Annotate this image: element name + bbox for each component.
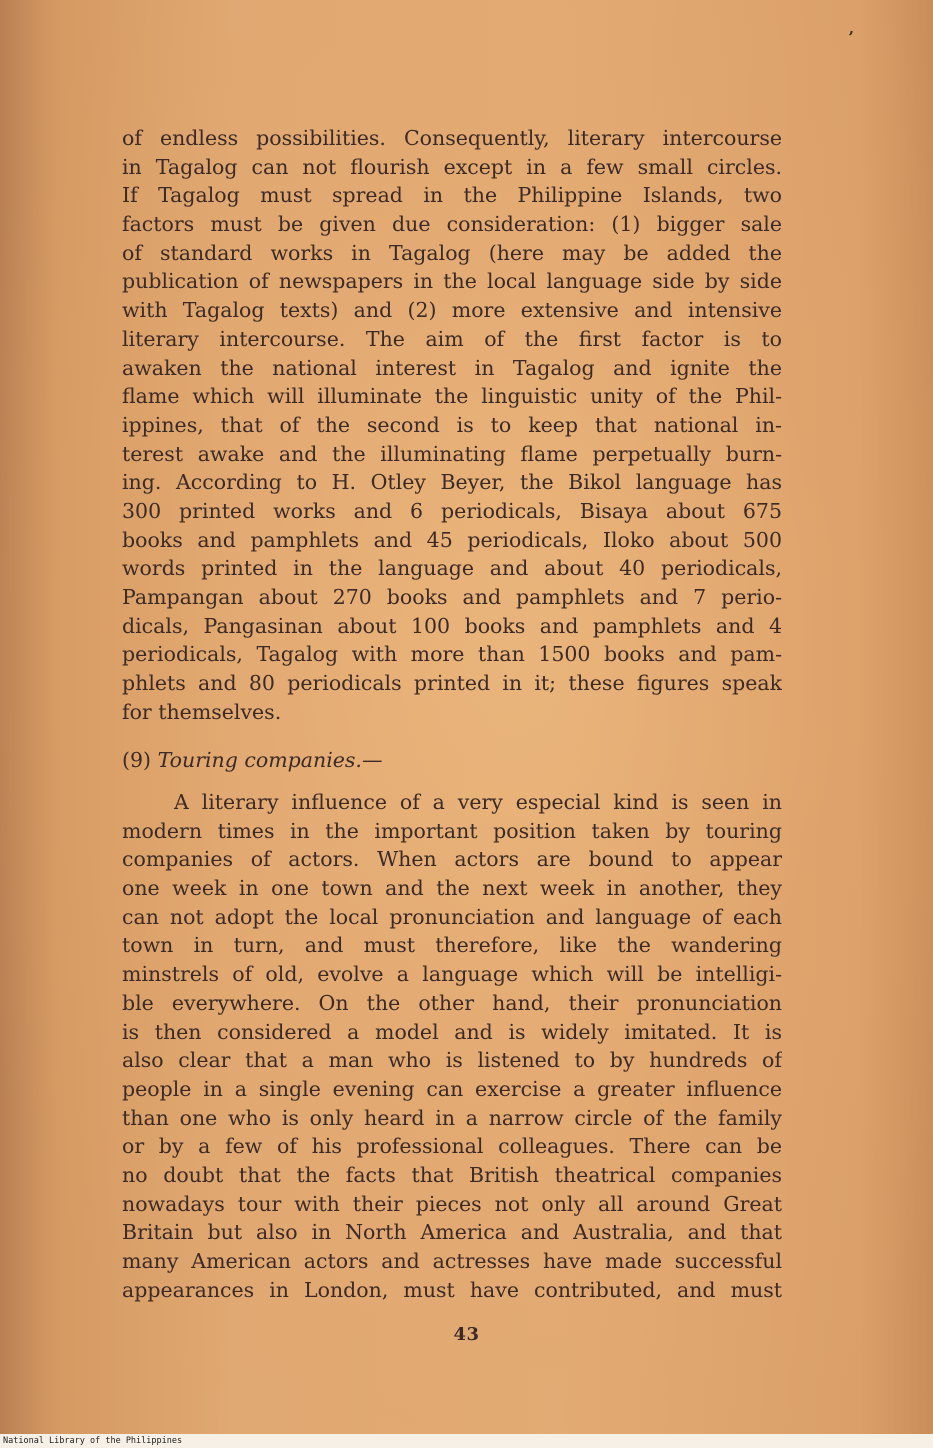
- text-line: words printed in the language and about 40 periodicals,: [122, 556, 782, 581]
- text-line: nowadays tour with their pieces not only all around Great: [122, 1191, 782, 1216]
- text-line: 300 printed works and 6 periodicals, Bisaya about 675: [122, 498, 782, 523]
- text-line: with Tagalog texts) and (2) more extensive and intensive: [122, 298, 782, 323]
- text-line: books and pamphlets and 45 periodicals, Iloko about 500: [122, 527, 782, 552]
- text-line: Britain but also in North America and Australia, and that: [122, 1220, 782, 1245]
- text-line: literary intercourse. The aim of the first factor is to: [122, 326, 782, 351]
- text-line: minstrels of old, evolve a language which will be intelligi-: [122, 962, 782, 987]
- text-line: A literary influence of a very especial kind is seen in: [174, 790, 782, 814]
- section-title: Touring companies.—: [157, 748, 383, 772]
- text-line: for themselves.: [122, 699, 282, 724]
- text-line: If Tagalog must spread in the Philippine Islands, two: [122, 183, 782, 208]
- text-line: awaken the national interest in Tagalog and ignite the: [122, 355, 782, 380]
- text-line: flame which will illuminate the linguistic unity of the Phil-: [122, 384, 782, 409]
- text-line: terest awake and the illuminating flame perpetually burn-: [122, 441, 782, 466]
- text-line: no doubt that the facts that British theatrical companies: [122, 1162, 782, 1187]
- text-line: of standard works in Tagalog (here may be added the: [122, 240, 782, 265]
- text-line: dicals, Pangasinan about 100 books and pamphlets and 4: [122, 613, 782, 638]
- text-line: ble everywhere. On the other hand, their pronunciation: [122, 990, 782, 1015]
- paragraph-1: [122, 124, 782, 726]
- text-line: phlets and 80 periodicals printed in it; these figures speak: [122, 671, 782, 696]
- text-line: factors must be given due consideration: (1) bigger sale: [122, 212, 782, 237]
- text-line: than one who is only heard in a narrow circle of the family: [122, 1105, 782, 1130]
- text-line: publication of newspapers in the local language side by side: [122, 269, 782, 294]
- text-line: of endless possibilities. Consequently, literary intercourse: [122, 126, 782, 150]
- text-line: in Tagalog can not flourish except in a few small circles.: [122, 154, 782, 179]
- text-line: or by a few of his professional colleagues. There can be: [122, 1134, 782, 1159]
- paragraph-2: [122, 788, 782, 1304]
- text-line: Pampangan about 270 books and pamphlets and 7 perio-: [122, 585, 782, 609]
- section-heading: [122, 746, 382, 774]
- text-line: periodicals, Tagalog with more than 1500 books and pam-: [122, 642, 782, 667]
- text-line: many American actors and actresses have made successful: [122, 1249, 782, 1273]
- text-line: is then considered a model and is widely imitated. It is: [122, 1019, 782, 1044]
- footer-credit: National Library of the Philippines: [3, 1436, 183, 1446]
- footer-bar: [0, 1434, 933, 1448]
- text-line: companies of actors. When actors are bound to appear: [122, 847, 782, 872]
- text-line: modern times in the important position taken by touring: [122, 818, 782, 843]
- text-line: people in a single evening can exercise a greater influence: [122, 1076, 782, 1101]
- corner-mark: ʼ: [848, 28, 854, 47]
- text-line: ippines, that of the second is to keep that national in-: [122, 412, 782, 437]
- text-line: can not adopt the local pronunciation and language of each: [122, 904, 782, 929]
- text-line: appearances in London, must have contributed, and must: [122, 1277, 782, 1302]
- text-line: also clear that a man who is listened to by hundreds of: [122, 1048, 782, 1073]
- text-line: town in turn, and must therefore, like the wandering: [122, 933, 782, 958]
- text-line: ing. According to H. Otley Beyer, the Bikol language has: [122, 470, 782, 495]
- page-number: 43: [453, 1324, 480, 1345]
- text-line: one week in one town and the next week in another, they: [122, 876, 782, 901]
- section-number: (9): [122, 748, 152, 772]
